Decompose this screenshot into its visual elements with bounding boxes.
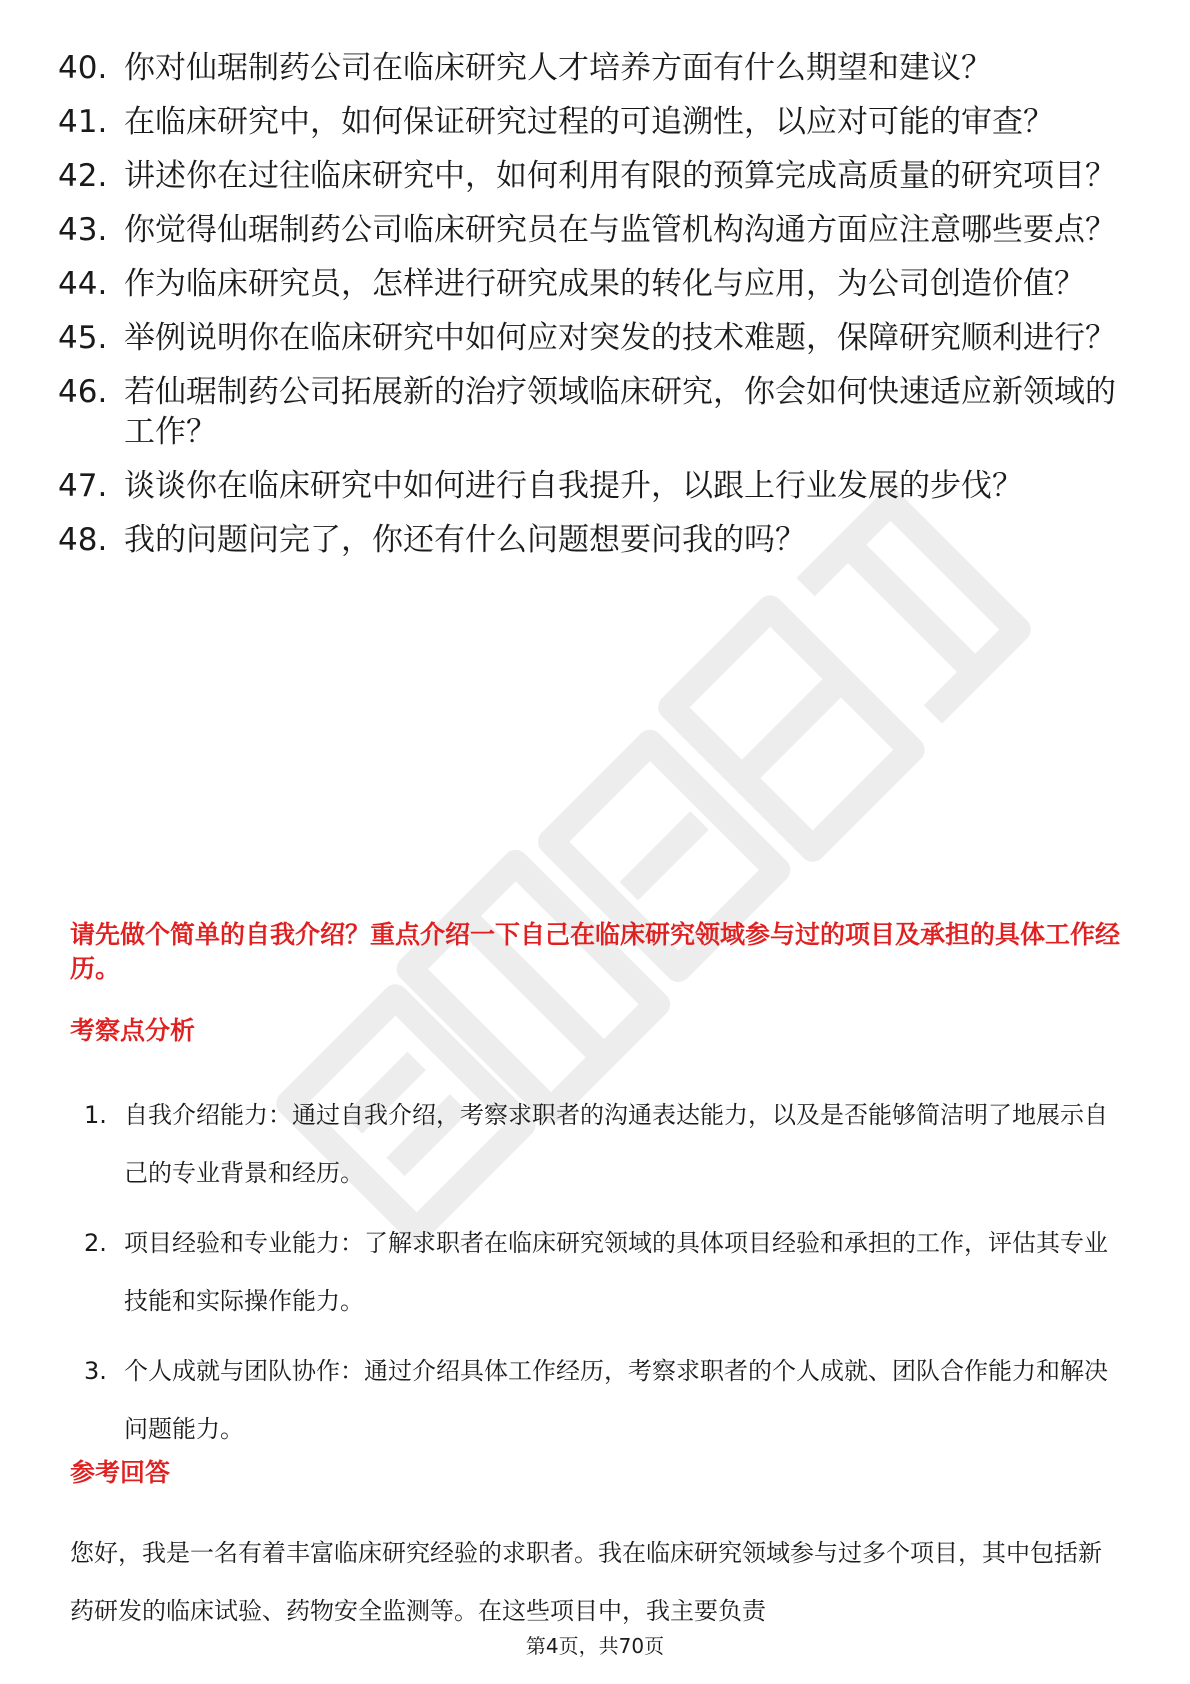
featured-question: 请先做个简单的自我介绍？重点介绍一下自己在临床研究领域参与过的项目及承担的具体工作经历。 [70, 920, 1121, 983]
question-number: 45. [58, 320, 108, 356]
analysis-item [84, 1086, 1124, 1202]
question-text: 作为临床研究员，怎样进行研究成果的转化与应用，为公司创造价值？ [124, 266, 1085, 302]
question-text: 若仙琚制药公司拓展新的治疗领域临床研究，你会如何快速适应新领域的工作？ [124, 374, 1116, 450]
question-list [58, 48, 1118, 574]
analysis-number: 3. [84, 1357, 107, 1385]
question-item [58, 102, 1118, 142]
analysis-number: 2. [84, 1229, 107, 1257]
question-number: 41. [58, 104, 108, 140]
question-number: 46. [58, 374, 108, 410]
analysis-list [84, 1086, 1124, 1470]
analysis-title: 考察点分析 [70, 1016, 196, 1045]
question-text: 你对仙琚制药公司在临床研究人才培养方面有什么期望和建议？ [124, 50, 992, 86]
question-text: 你觉得仙琚制药公司临床研究员在与监管机构沟通方面应注意哪些要点？ [124, 212, 1116, 248]
question-number: 44. [58, 266, 108, 302]
analysis-text: 自我介绍能力：通过自我介绍，考察求职者的沟通表达能力，以及是否能够简洁明了地展示自己的专业背景和经历。 [124, 1101, 1108, 1187]
question-item [58, 210, 1118, 250]
question-number: 43. [58, 212, 108, 248]
question-item [58, 520, 1118, 560]
question-text: 我的问题问完了，你还有什么问题想要问我的吗？ [124, 522, 806, 558]
analysis-item [84, 1342, 1124, 1458]
question-number: 48. [58, 522, 108, 558]
analysis-text: 个人成就与团队协作：通过介绍具体工作经历，考察求职者的个人成就、团队合作能力和解决问题能力。 [124, 1357, 1108, 1443]
question-item [58, 264, 1118, 304]
analysis-text: 项目经验和专业能力：了解求职者在临床研究领域的具体项目经验和承担的工作，评估其专业技能和实际操作能力。 [124, 1229, 1108, 1315]
question-item [58, 372, 1118, 452]
reference-answer: 您好，我是一名有着丰富临床研究经验的求职者。我在临床研究领域参与过多个项目，其中包括新药研发的临床试验、药物安全监测等。在这些项目中，我主要负责 [70, 1539, 1102, 1625]
question-item [58, 156, 1118, 196]
question-item [58, 48, 1118, 88]
question-item [58, 466, 1118, 506]
page-footer: 第4页，共70页 [525, 1634, 665, 1658]
analysis-item [84, 1214, 1124, 1330]
question-text: 讲述你在过往临床研究中，如何利用有限的预算完成高质量的研究项目？ [124, 158, 1116, 194]
question-item [58, 318, 1118, 358]
question-text: 谈谈你在临床研究中如何进行自我提升，以跟上行业发展的步伐？ [124, 468, 1023, 504]
question-text: 举例说明你在临床研究中如何应对突发的技术难题，保障研究顺利进行？ [124, 320, 1116, 356]
question-number: 47. [58, 468, 108, 504]
question-number: 42. [58, 158, 108, 194]
question-text: 在临床研究中，如何保证研究过程的可追溯性，以应对可能的审查？ [124, 104, 1054, 140]
question-number: 40. [58, 50, 108, 86]
analysis-number: 1. [84, 1101, 107, 1129]
reference-title: 参考回答 [70, 1458, 171, 1487]
